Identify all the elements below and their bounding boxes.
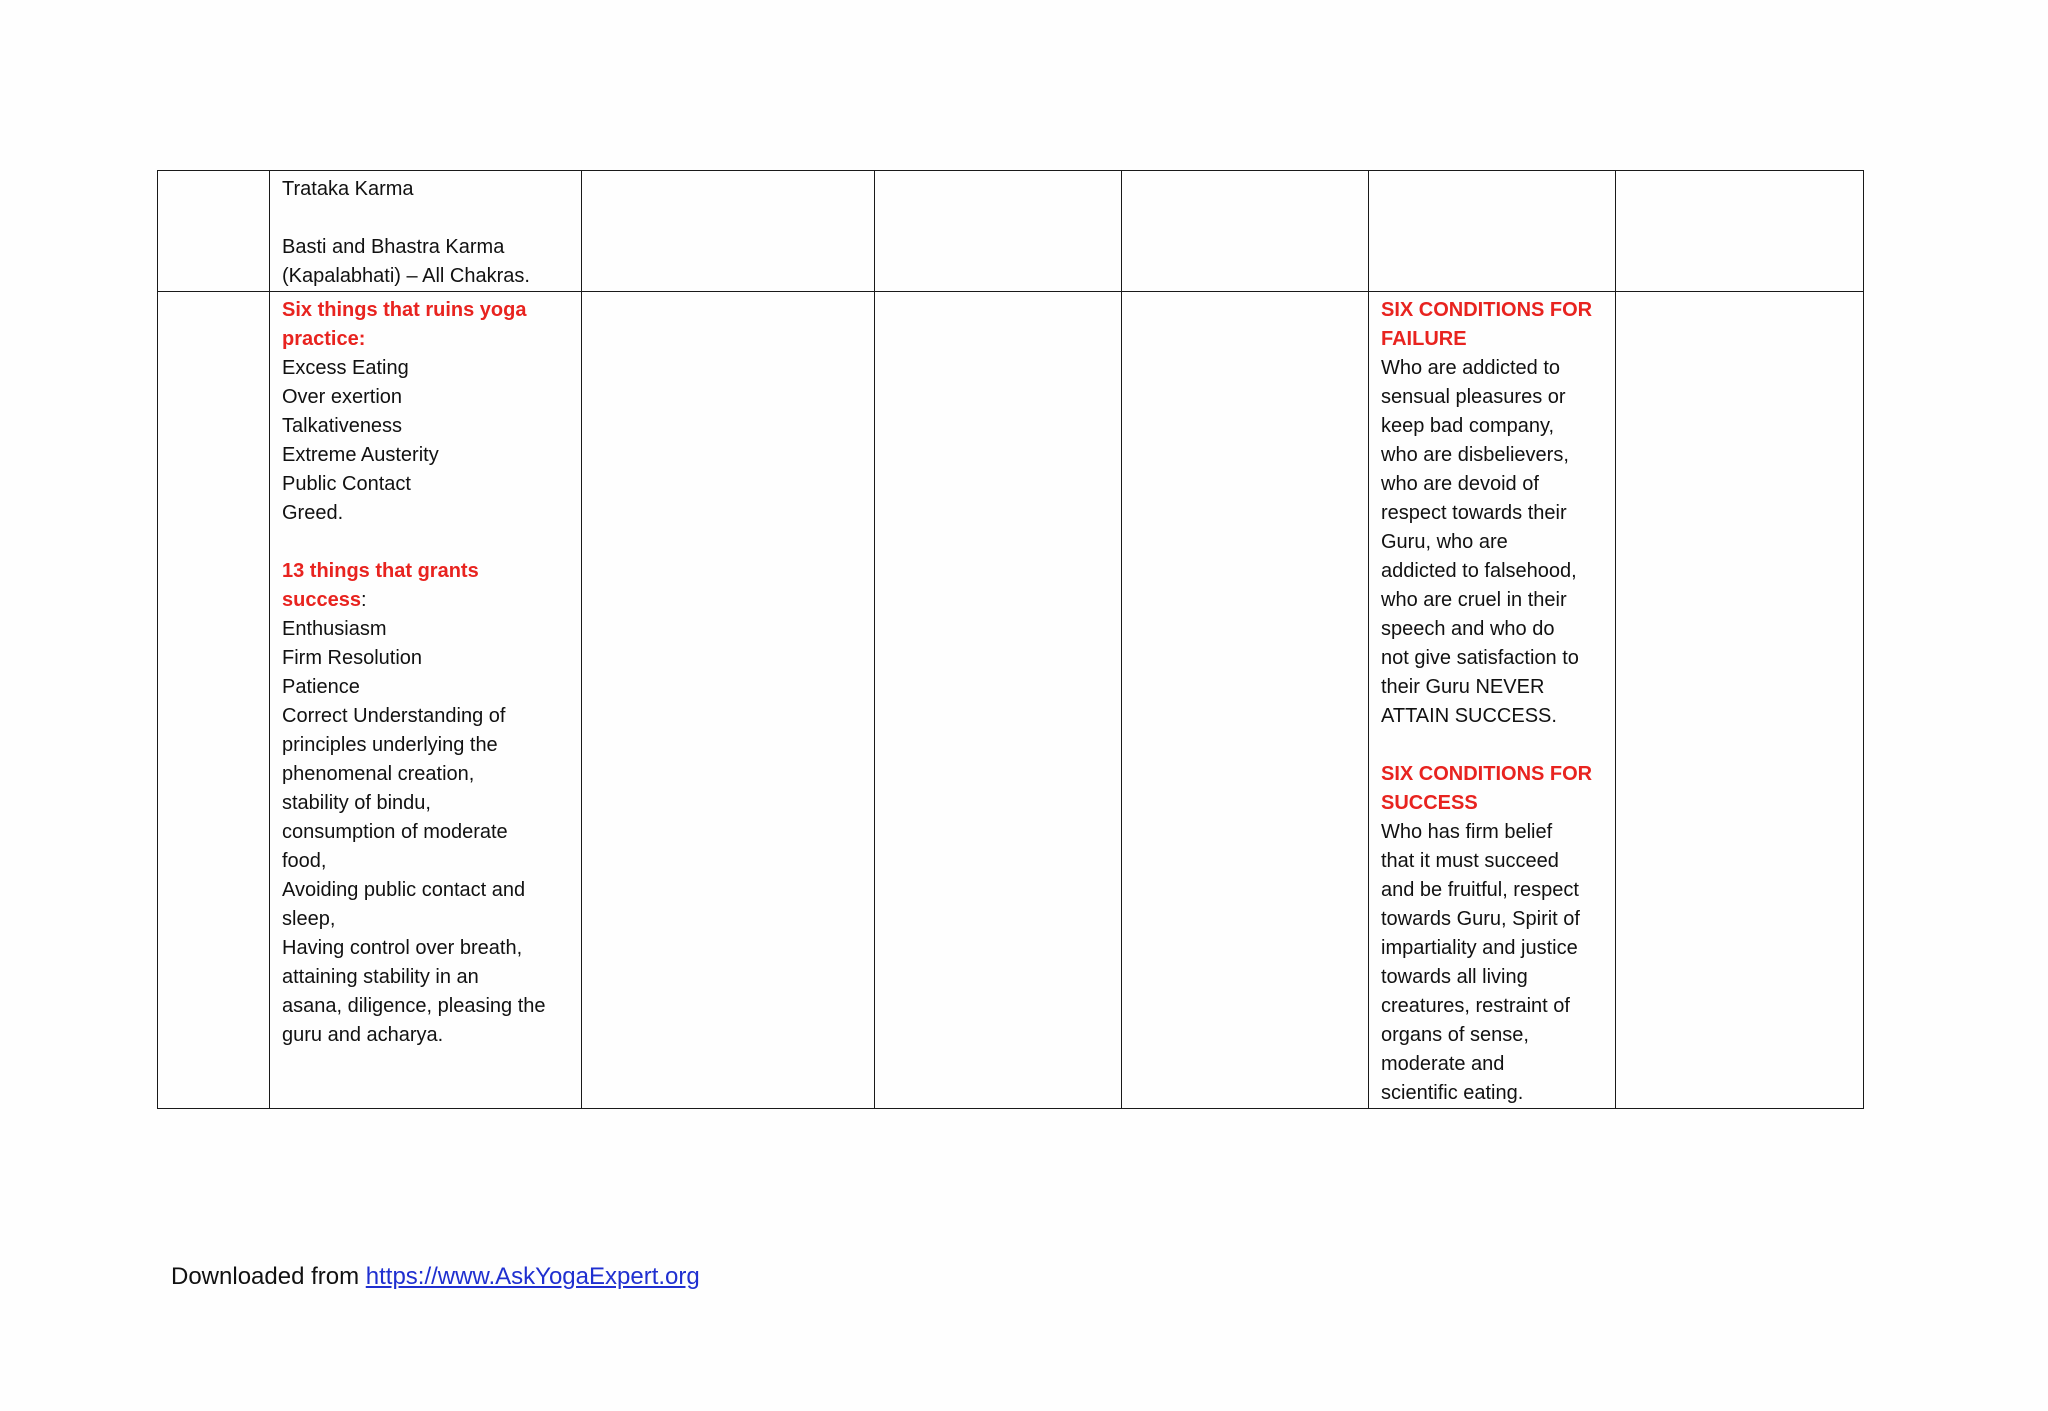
text-line: Guru, who are bbox=[1381, 531, 1508, 553]
success-heading-line bbox=[282, 586, 569, 615]
text-line: Firm Resolution bbox=[282, 647, 423, 669]
text-line: who are disbelievers, bbox=[1381, 444, 1569, 466]
text-line: stability of bindu, bbox=[282, 792, 431, 814]
text-line: their Guru NEVER bbox=[1381, 676, 1545, 698]
table-cell-empty bbox=[1122, 292, 1369, 1109]
table-cell-empty bbox=[158, 171, 270, 292]
text-line: not give satisfaction to bbox=[1381, 647, 1579, 669]
table-cell-empty bbox=[875, 171, 1122, 292]
text-line: impartiality and justice bbox=[1381, 937, 1578, 959]
text-line: sleep, bbox=[282, 908, 336, 930]
text-line: who are cruel in their bbox=[1381, 589, 1567, 611]
text-line: Who are addicted to bbox=[1381, 357, 1560, 379]
table-cell-empty bbox=[875, 292, 1122, 1109]
text-line: consumption of moderate bbox=[282, 821, 508, 843]
text-line: addicted to falsehood, bbox=[1381, 560, 1577, 582]
ruins-heading: practice: bbox=[282, 328, 366, 350]
text-line: and be fruitful, respect bbox=[1381, 879, 1579, 901]
text-line: phenomenal creation, bbox=[282, 763, 475, 785]
list-item: Excess Eating bbox=[282, 357, 409, 379]
table-cell-empty bbox=[1122, 171, 1369, 292]
blank-line bbox=[282, 528, 569, 557]
text-line: ATTAIN SUCCESS. bbox=[1381, 705, 1557, 727]
table-cell-empty bbox=[1616, 292, 1864, 1109]
list-item: Extreme Austerity bbox=[282, 444, 439, 466]
text-line: moderate and bbox=[1381, 1053, 1505, 1075]
list-item: Over exertion bbox=[282, 386, 403, 408]
text-line: food, bbox=[282, 850, 327, 872]
table-cell-karma bbox=[270, 171, 582, 292]
text-line: (Kapalabhati) – All Chakras. bbox=[282, 265, 530, 287]
text-line: Patience bbox=[282, 676, 360, 698]
table-cell-empty bbox=[582, 171, 875, 292]
table-cell-empty bbox=[158, 292, 270, 1109]
text-line: sensual pleasures or bbox=[1381, 386, 1566, 408]
text-line: respect towards their bbox=[1381, 502, 1567, 524]
success-conditions-heading: SUCCESS bbox=[1381, 792, 1478, 814]
failure-heading: SIX CONDITIONS FOR bbox=[1381, 299, 1593, 321]
text-line: that it must succeed bbox=[1381, 850, 1559, 872]
text-line: Correct Understanding of bbox=[282, 705, 506, 727]
text-line: organs of sense, bbox=[1381, 1024, 1529, 1046]
table-cell-empty bbox=[1369, 171, 1616, 292]
text-line: scientific eating. bbox=[1381, 1082, 1524, 1104]
success-heading: success bbox=[282, 589, 361, 611]
download-footer bbox=[171, 1262, 700, 1292]
text-line: speech and who do bbox=[1381, 618, 1555, 640]
table-cell-conditions bbox=[1369, 292, 1616, 1109]
text-line: Who has firm belief bbox=[1381, 821, 1553, 843]
list-item: Talkativeness bbox=[282, 415, 403, 437]
success-heading: 13 things that grants bbox=[282, 560, 479, 582]
list-item: Greed. bbox=[282, 502, 344, 524]
table-cell-empty bbox=[1616, 171, 1864, 292]
text-line: guru and acharya. bbox=[282, 1024, 444, 1046]
text-line: Avoiding public contact and bbox=[282, 879, 526, 901]
text-line: Having control over breath, bbox=[282, 937, 523, 959]
text-line: towards all living bbox=[1381, 966, 1528, 988]
ruins-heading: Six things that ruins yoga bbox=[282, 299, 527, 321]
source-link[interactable]: https://www.AskYogaExpert.org bbox=[365, 1263, 700, 1290]
blank-line bbox=[282, 204, 569, 233]
success-conditions-heading: SIX CONDITIONS FOR bbox=[1381, 763, 1593, 785]
text-line: who are devoid of bbox=[1381, 473, 1539, 495]
text-line: attaining stability in an bbox=[282, 966, 479, 988]
text-line: Enthusiasm bbox=[282, 618, 387, 640]
table-cell-yoga-practice bbox=[270, 292, 582, 1109]
text-line: Trataka Karma bbox=[282, 178, 414, 200]
table-row bbox=[158, 292, 1864, 1109]
list-item: Public Contact bbox=[282, 473, 411, 495]
table-cell-empty bbox=[582, 292, 875, 1109]
heading-colon: : bbox=[360, 589, 367, 611]
text-line: towards Guru, Spirit of bbox=[1381, 908, 1580, 930]
text-line: keep bad company, bbox=[1381, 415, 1555, 437]
footer-prefix: Downloaded from bbox=[171, 1263, 366, 1290]
table-row bbox=[158, 171, 1864, 292]
blank-line bbox=[1381, 731, 1603, 760]
text-line: principles underlying the bbox=[282, 734, 498, 756]
text-line: asana, diligence, pleasing the bbox=[282, 995, 546, 1017]
text-line: creatures, restraint of bbox=[1381, 995, 1570, 1017]
failure-heading: FAILURE bbox=[1381, 328, 1467, 350]
content-table bbox=[157, 170, 1864, 1109]
text-line: Basti and Bhastra Karma bbox=[282, 236, 505, 258]
